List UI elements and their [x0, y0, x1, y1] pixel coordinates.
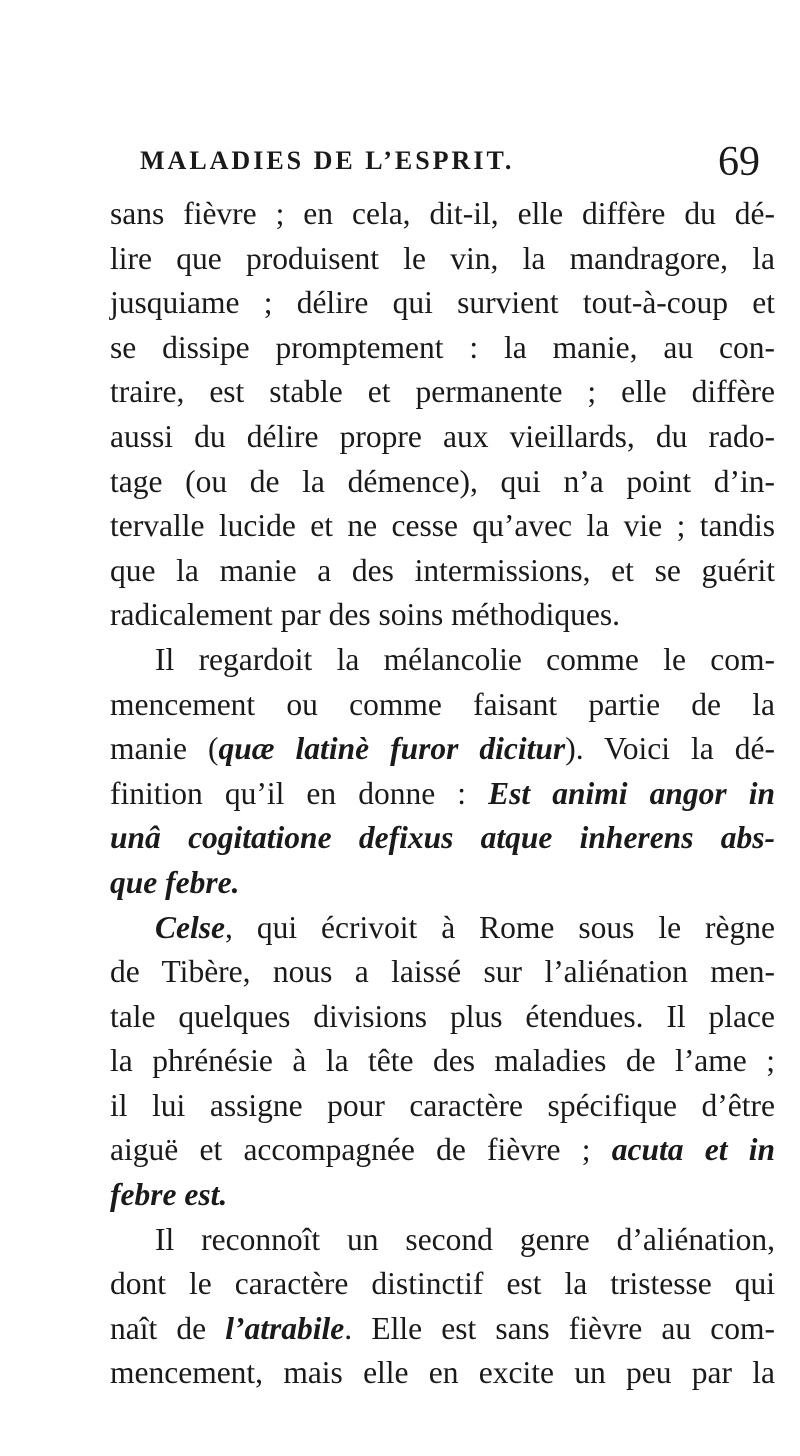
author-name: Celse — [155, 909, 225, 945]
page-number: 69 — [718, 139, 760, 185]
text-line: aussi du délire propre aux vieillards, du rado- — [110, 418, 775, 454]
text-line: que la manie a des intermissions, et se guérit — [110, 552, 775, 588]
text-line: Il reconnoît un second genre d’aliénation, — [155, 1221, 775, 1257]
text-line — [110, 816, 775, 861]
text-line: sans fièvre ; en cela, dit-il, elle diffère du dé- — [110, 196, 775, 231]
text-line: manie (quæ latinè furor dicitur). Voici la dé- — [110, 731, 776, 767]
latin-quote: Est animi angor in — [488, 775, 775, 811]
text-line: il lui assigne pour caractère spécifique d’être — [110, 1087, 775, 1123]
text-line: tale quelques divisions plus étendues. Il place — [110, 998, 775, 1034]
italic-term: l’atrabile — [225, 1310, 345, 1346]
running-head: MALADIES DE L’ESPRIT. — [140, 146, 515, 175]
text-line — [110, 1173, 775, 1218]
latin-quote: acuta et in — [611, 1132, 775, 1168]
latin-quote: unâ cogitatione defixus atque inherens abs- — [110, 820, 775, 856]
text-line: lire que produisent le vin, la mandragore, la — [110, 240, 775, 276]
text-line: radicalement par des soins méthodiques. — [110, 597, 620, 633]
text-line: mencement, mais elle en excite un peu par la — [110, 1355, 775, 1391]
page-header — [140, 140, 770, 184]
text-line: aiguë et accompagnée de fièvre ; acuta et in — [110, 1132, 775, 1168]
text-line — [110, 861, 775, 906]
text-line: Il regardoit la mélancolie comme le com- — [155, 641, 775, 677]
text-line: de Tibère, nous a laissé sur l’aliénation men- — [110, 954, 775, 990]
text-line: jusquiame ; délire qui survient tout-à-coup et — [110, 285, 775, 321]
text-line: finition qu’il en donne : Est animi angor in — [110, 775, 775, 811]
body-text — [110, 192, 775, 1396]
text-line: mencement ou comme faisant partie de la — [110, 686, 775, 722]
latin-quote: febre est. — [110, 1177, 228, 1213]
text-line: Celse, qui écrivoit à Rome sous le règne — [155, 909, 775, 945]
text-line: se dissipe promptement : la manie, au con- — [110, 329, 775, 365]
text-line: tervalle lucide et ne cesse qu’avec la vie ; tandis — [110, 508, 775, 544]
latin-quote: que febre. — [110, 864, 240, 900]
text-line: tage (ou de la démence), qui n’a point d’in- — [110, 463, 775, 499]
latin-quote: quæ latinè furor dicitur — [218, 731, 566, 767]
text-line: la phrénésie à la tête des maladies de l’ame ; — [110, 1043, 775, 1079]
text-line: naît de l’atrabile. Elle est sans fièvre au com- — [110, 1310, 775, 1346]
text-line: traire, est stable et permanente ; elle diffère — [110, 374, 775, 410]
text-line: dont le caractère distinctif est la tristesse qui — [110, 1266, 775, 1302]
